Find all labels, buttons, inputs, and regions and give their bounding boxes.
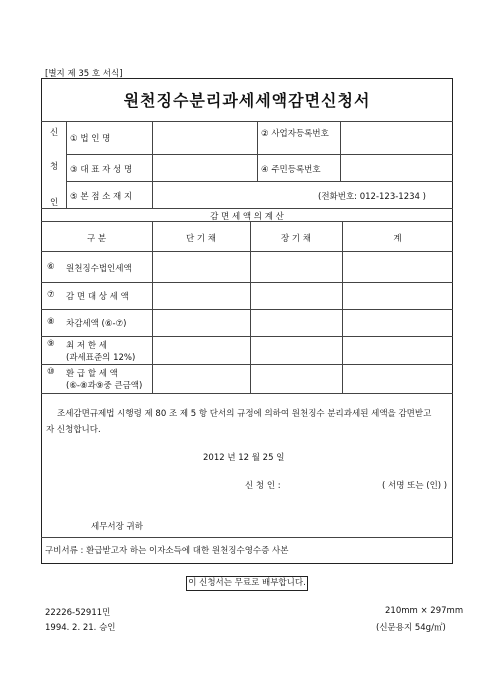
col-header-short-term: 단 기 채	[185, 234, 217, 244]
applicant-side-label-1: 신	[50, 128, 59, 138]
free-distribution-notice: 이 신청서는 무료로 배부합니다.	[186, 576, 308, 591]
statement-line-1: 조세감면규제법 시행령 제 80 조 제 5 항 단서의 규정에 의하여 원천징수 분리과세된 세액을 감면받고	[57, 409, 432, 419]
form-title: 원천징수분리과세세액감면신청서	[123, 91, 371, 110]
row-number-8: ⑧	[47, 317, 55, 327]
row-number-7: ⑦	[47, 290, 55, 300]
col-header-total: 계	[393, 234, 402, 244]
row-number-6: ⑥	[47, 262, 55, 272]
approval-date: 1994. 2. 21. 승인	[45, 623, 116, 633]
applicant-signature-label: 신 청 인 :	[245, 481, 281, 491]
corporation-name-label: ① 법 인 명	[70, 134, 111, 144]
head-office-address-label: ⑤ 본 점 소 재 지	[70, 192, 133, 202]
row-label-refund-tax: 환 급 할 세 액	[66, 369, 118, 379]
col-header-category: 구 분	[86, 234, 107, 244]
representative-name-label: ③ 대 표 자 성 명	[70, 165, 133, 175]
attachment-label: [별지 제 35 호 서식]	[45, 69, 123, 79]
paper-type: (신문용지 54g/㎡)	[376, 623, 446, 633]
row-number-10: ⑩	[47, 367, 55, 377]
row-sub-refund-tax: (⑥-⑧과⑨중 큰금액)	[66, 381, 143, 391]
signature-or-seal: ( 서명 또는 (인) )	[382, 481, 448, 491]
phone-number: (전화번호: 012-123-1234 )	[318, 192, 426, 202]
row-number-9: ⑨	[47, 339, 55, 349]
form-code: 22226-52911민	[45, 608, 111, 618]
required-documents: 구비서류 : 환급받고자 하는 이자소득에 대한 원천징수영수증 사본	[45, 546, 289, 556]
row-label-minimum-tax: 최 저 한 세	[66, 341, 107, 351]
resident-reg-number-label: ④ 주민등록번호	[261, 165, 321, 175]
application-date: 2012 년 12 월 25 일	[203, 453, 285, 463]
row-label-net-tax: 차감세액 (⑥-⑦)	[66, 319, 127, 329]
resident-reg-number-field[interactable]	[342, 156, 451, 180]
row-sub-minimum-tax: (과세표준의 12%)	[66, 353, 136, 363]
corporation-name-field[interactable]	[154, 123, 255, 153]
representative-name-field[interactable]	[154, 156, 255, 180]
row-label-exempt-tax: 감 면 대 상 세 액	[66, 292, 129, 302]
statement-line-2: 자 신청합니다.	[46, 425, 101, 435]
calc-section-header: 감 면 세 액 의 계 산	[210, 212, 284, 222]
addressee: 세무서장 귀하	[91, 522, 143, 532]
business-reg-number-field[interactable]	[342, 123, 451, 153]
applicant-side-label-3: 인	[50, 198, 59, 208]
col-header-long-term: 장 기 채	[280, 234, 312, 244]
paper-size: 210mm × 297mm	[385, 606, 464, 616]
row-label-withholding-tax: 원천징수법인세액	[66, 264, 132, 274]
business-reg-number-label: ② 사업자등록번호	[261, 129, 329, 139]
applicant-side-label-2: 청	[50, 162, 59, 172]
